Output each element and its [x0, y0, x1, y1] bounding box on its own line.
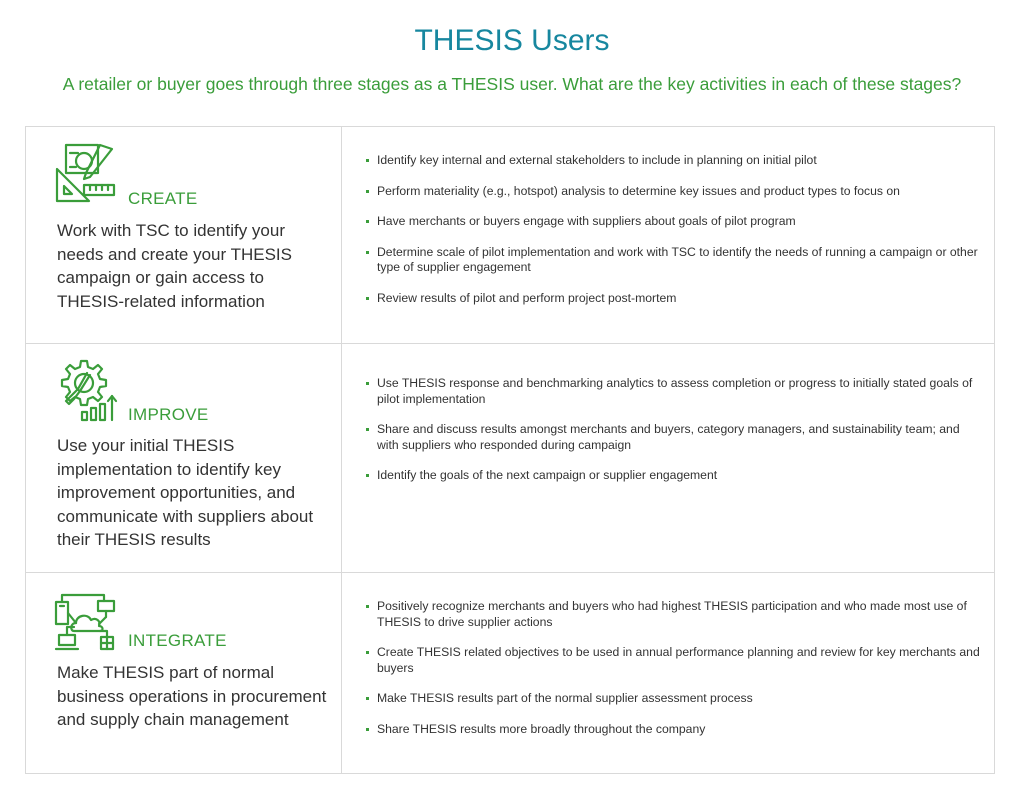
list-item: Use THESIS response and benchmarking analytics to assess completion or progress to initially stated goals of pilot implementation — [366, 376, 980, 407]
gear-wrench-growth-icon — [54, 358, 120, 424]
stage-name: INTEGRATE — [128, 631, 227, 650]
activity-list — [366, 376, 980, 484]
stage-summary-cell — [26, 127, 342, 343]
stage-description: Use your initial THESIS implementation to identify key improvement opportunities, and communicate with suppliers about their THESIS results — [57, 436, 314, 549]
design-tools-icon — [54, 141, 120, 207]
page-subtitle: A retailer or buyer goes through three stages as a THESIS user. What are the key activities in each of these stages? — [62, 74, 962, 94]
cloud-network-icon — [54, 587, 120, 653]
stage-activities-cell — [342, 344, 994, 572]
stage-summary-cell — [26, 344, 342, 572]
activity-list — [366, 153, 980, 306]
stage-name: IMPROVE — [128, 405, 209, 424]
stage-row-integrate — [26, 573, 994, 773]
stage-description: Work with TSC to identify your needs and create your THESIS campaign or gain access to THESIS-related information — [57, 221, 292, 311]
stage-activities-cell — [342, 127, 994, 343]
stage-description: Make THESIS part of normal business operations in procurement and supply chain management — [57, 663, 327, 729]
list-item: Have merchants or buyers engage with suppliers about goals of pilot program — [366, 214, 980, 230]
list-item: Create THESIS related objectives to be used in annual performance planning and review for key merchants and buyers — [366, 645, 980, 676]
list-item: Positively recognize merchants and buyers who had highest THESIS participation and who made most use of THESIS to drive supplier actions — [366, 599, 980, 630]
list-item: Perform materiality (e.g., hotspot) analysis to determine key issues and product types to focus on — [366, 184, 980, 200]
list-item: Share and discuss results amongst merchants and buyers, category managers, and sustainability team; and with suppliers who responded during campaign — [366, 422, 980, 453]
page-title: THESIS Users — [414, 24, 610, 57]
activity-list — [366, 599, 980, 737]
list-item: Make THESIS results part of the normal supplier assessment process — [366, 691, 980, 707]
stage-activities-cell — [342, 573, 994, 773]
list-item: Share THESIS results more broadly throughout the company — [366, 722, 980, 738]
stage-name: CREATE — [128, 189, 198, 208]
list-item: Determine scale of pilot implementation and work with TSC to identify the needs of running a campaign or other type of supplier engagement — [366, 245, 980, 276]
list-item: Identify the goals of the next campaign or supplier engagement — [366, 468, 980, 484]
list-item: Review results of pilot and perform project post-mortem — [366, 291, 980, 307]
stage-row-create — [26, 127, 994, 344]
list-item: Identify key internal and external stakeholders to include in planning on initial pilot — [366, 153, 980, 169]
stage-row-improve — [26, 344, 994, 573]
stages-table — [25, 126, 995, 774]
stage-summary-cell — [26, 573, 342, 773]
